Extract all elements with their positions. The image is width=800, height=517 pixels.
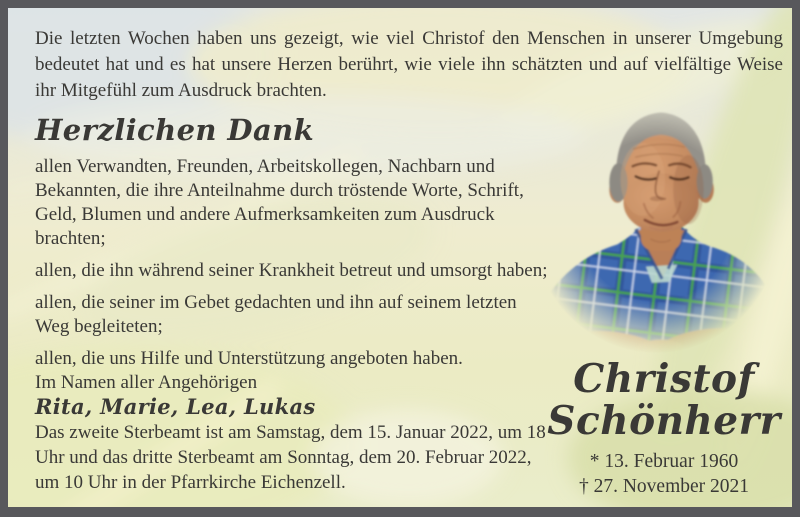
signature-family-names: Rita, Marie, Lea, Lukas	[35, 394, 316, 419]
headline-herzlichen-dank: Herzlichen Dank	[35, 113, 315, 147]
signature-on-behalf: Im Namen aller Angehörigen	[35, 372, 258, 393]
thanks-item-support: allen, die uns Hilfe und Unterstützung angeboten haben.	[35, 348, 463, 369]
service-info-paragraph: Das zweite Sterbeamt ist am Samstag, dem 15. Januar 2022, um 18 Uhr und das dritte Sterbeamt am Sonntag, dem 20. Februar 2022, um 10 Uhr in der Pfarrkirche Eichenzell.	[35, 422, 546, 493]
thanks-list	[35, 155, 792, 371]
deceased-first-name: Christof	[573, 356, 755, 402]
thanks-item-relatives: allen Verwandten, Freunden, Arbeitskollegen, Nachbarn und Bekannten, die ihre Anteilnahme durch tröstende Worte, Schrift, Geld, Blumen und andere Aufmerksamkeiten zum Ausdruck brachten;	[35, 156, 524, 249]
birth-date: * 13. Februar 1960	[589, 451, 739, 472]
intro-paragraph: Die letzten Wochen haben uns gezeigt, wie viel Christof den Menschen in unserer Umgebung bedeutet hat und es hat unsere Herzen berührt, wie viele ihn schätzten und auf vielfältige Weise ihr Mitgefühl zum Ausdruck brachten.	[35, 28, 783, 101]
thanks-item-caregivers: allen, die ihn während seiner Krankheit betreut und umsorgt haben;	[35, 260, 548, 281]
thanks-item-prayers: allen, die seiner im Gebet gedachten und ihn auf seinem letzten Weg begleiteten;	[35, 292, 517, 337]
deceased-last-name: Schönherr	[547, 398, 781, 444]
death-date: † 27. November 2021	[578, 476, 750, 497]
deceased-name-block	[536, 358, 792, 499]
